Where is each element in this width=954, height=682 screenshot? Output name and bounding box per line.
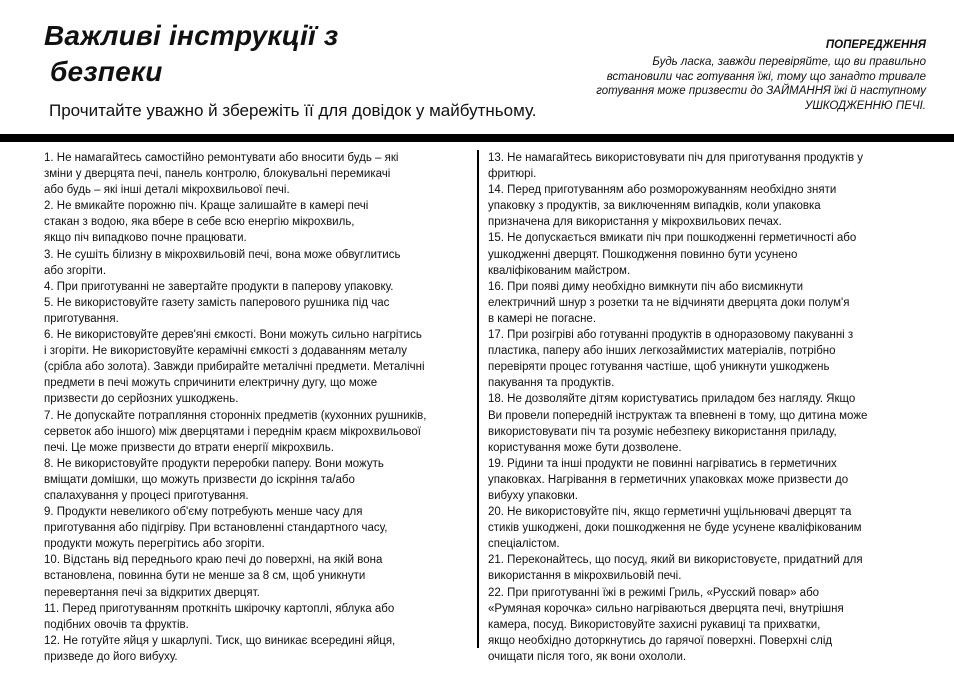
instruction-line: або будь – які інші деталі мікрохвильової печі. (44, 184, 290, 197)
instruction-item (44, 408, 470, 456)
instruction-line: «Румяная корочка» сильно нагріваються дверцята печі, внутрішня (488, 602, 844, 615)
instruction-line: подібних овочів та фруктів. (44, 618, 189, 631)
instruction-line: використовувати піч та розуміє небезпеку використання приладу, (488, 425, 837, 438)
instruction-item (44, 295, 470, 327)
instruction-item (488, 504, 916, 552)
instruction-line: фритюрі. (488, 168, 537, 181)
instruction-line: упаковках. Нагрівання в герметичних упаковках може призвести до (488, 473, 849, 486)
instruction-line: 19. Рідини та інші продукти не повинні нагріватись в герметичних (488, 457, 837, 470)
instruction-line: 16. При появі диму необхідно вимкнути піч або висмикнути (488, 280, 804, 293)
instruction-line: 12. Не готуйте яйця у шкарлупі. Тиск, що виникає всередині яйця, (44, 634, 396, 647)
instruction-item (488, 327, 916, 391)
instruction-line: (срібла або золота). Завжди прибирайте металічні предмети. Металічні (44, 361, 425, 374)
instruction-line: упаковку з продуктів, за виключенням випадків, коли упаковка (488, 200, 821, 213)
instruction-line: пластика, паперу або інших легкозаймистих матеріалів, потрібно (488, 345, 836, 358)
instruction-line: стакан з водою, яка вбере в себе всю енергію мікрохвиль, (44, 216, 355, 229)
instruction-line: якщо необхідно доторкнутись до гарячої поверхні. Поверхні слід (488, 634, 833, 647)
instruction-item (488, 279, 916, 327)
instruction-item (44, 504, 470, 552)
instruction-line: стиків ушкоджені, доки пошкодження не буде усунене кваліфікованим (488, 522, 862, 535)
instruction-line: 9. Продукти невеликого об'єму потребують менше часу для (44, 506, 363, 519)
instruction-line: пакування та продуктів. (488, 377, 615, 390)
instruction-line: зміни у дверцята печі, панель контролю, блокувальні перемикачі (44, 168, 391, 181)
instruction-line: 1. Не намагайтесь самостійно ремонтувати або вносити будь – які (44, 152, 399, 164)
instruction-line: камера, посуд. Використовуйте захисні рукавиці та прихватки, (488, 618, 821, 631)
instruction-item (488, 585, 916, 665)
instruction-line: використання в мікрохвильовій печі. (488, 570, 682, 583)
instruction-line: 2. Не вмикайте порожню піч. Краще залишайте в камері печі (44, 200, 369, 213)
instruction-line: приготування. (44, 312, 119, 325)
instruction-line: 18. Не дозволяйте дітям користуватись приладом без нагляду. Якщо (488, 393, 856, 406)
warning-line: готування може призвести до ЗАЙМАННЯ їжі й наступному (596, 85, 926, 98)
instruction-line: в камері не погасне. (488, 312, 597, 325)
instruction-line: кваліфікованим майстром. (488, 264, 631, 277)
instruction-line: 17. При розігріві або готуванні продуктів в одноразовому пакуванні з (488, 329, 854, 342)
instruction-line: очищати після того, як вони охололи. (488, 650, 687, 663)
warning-line: Будь ласка, завжди перевіряйте, що ви правильно (652, 56, 926, 68)
instruction-line: серветок або іншого) між дверцятами і переднім краєм мікрохвильової (44, 425, 421, 438)
column-divider (477, 150, 479, 648)
instruction-item (44, 198, 470, 246)
instruction-item (44, 552, 470, 600)
instruction-line: спеціалістом. (488, 538, 560, 551)
instruction-line: 14. Перед приготуванням або розморожуванням необхідно зняти (488, 184, 837, 197)
instruction-line: приготування або підігріву. При встановленні стандартного часу, (44, 522, 388, 535)
instruction-line: 3. Не сушіть білизну в мікрохвильовій печі, вона може обвуглитись (44, 248, 401, 261)
instruction-line: електричний шнур з розетки та не відчиняти дверцята доки полум'я (488, 296, 850, 309)
instruction-item (44, 279, 470, 295)
instruction-line: користування може бути дозволене. (488, 441, 682, 454)
warning-line: встановили час готування їжі, тому що занадто тривале (606, 70, 926, 83)
instruction-item (44, 247, 470, 279)
instruction-item (488, 230, 916, 278)
instruction-item (44, 601, 470, 633)
instruction-item (44, 150, 470, 198)
instruction-line: перевіряти процес готування частіше, щоб уникнути ушкоджень (488, 361, 830, 374)
instruction-item (488, 391, 916, 455)
instruction-line: 5. Не використовуйте газету замість паперового рушника під час (44, 296, 390, 309)
instruction-line: ушкодженні дверцят. Пошкодження повинно бути усунено (488, 248, 798, 261)
warning-box (546, 38, 926, 113)
warning-title: ПОПЕРЕДЖЕННЯ (825, 39, 926, 51)
instruction-line: призвести до серйозних ушкоджень. (44, 393, 239, 406)
instruction-line: Ви провели попередній інструктаж та впевнені в тому, що дитина може (488, 409, 868, 422)
instruction-line: встановлена, повинна бути не менше за 8 см, щоб уникнути (44, 570, 366, 583)
page-title-line-1: Важливі інструкції з (44, 20, 339, 51)
warning-line: УШКОДЖЕННЮ ПЕЧІ. (804, 99, 926, 112)
instruction-line: 11. Перед приготуванням проткніть шкірочку картоплі, яблука або (44, 602, 395, 615)
instruction-line: призначена для використання у мікрохвильових печах. (488, 216, 782, 229)
instruction-line: 10. Відстань від переднього краю печі до поверхні, на якій вона (44, 554, 383, 567)
page-title (44, 18, 514, 90)
instruction-line: 6. Не використовуйте дерев'яні ємкості. Вони можуть сильно нагрітись (44, 329, 422, 342)
instruction-item (488, 456, 916, 504)
right-instructions-column (488, 150, 916, 665)
instruction-line: 8. Не використовуйте продукти переробки паперу. Вони можуть (44, 457, 384, 470)
instruction-line: призведе до його вибуху. (44, 650, 178, 663)
instruction-line: вміщати домішки, що можуть призвести до іскріння та/або (44, 473, 355, 486)
instruction-line: 4. При приготуванні не завертайте продукти в паперову упаковку. (44, 280, 394, 293)
instruction-item (44, 633, 470, 665)
left-instructions-column (44, 150, 470, 665)
warning-text (546, 55, 926, 113)
page-title-line-2: безпеки (50, 56, 163, 87)
instruction-line: продукти можуть перегрітись або згоріти. (44, 538, 265, 551)
instruction-line: 15. Не допускається вмикати піч при пошкодженні герметичності або (488, 232, 857, 245)
instruction-item (44, 327, 470, 407)
instruction-item (488, 182, 916, 230)
page-subtitle: Прочитайте уважно й збережіть її для довідок у майбутньому. (49, 101, 537, 120)
instruction-item (44, 456, 470, 504)
instruction-line: перевертання печі за відкритих дверцят. (44, 586, 260, 599)
instruction-line: 20. Не використовуйте піч, якщо герметичні ущільнювачі дверцят та (488, 506, 852, 519)
instruction-line: 7. Не допускайте потрапляння сторонніх предметів (кухонних рушників, (44, 409, 427, 422)
instruction-line: спалахування у процесі приготування. (44, 489, 249, 502)
header-divider-band (0, 134, 954, 142)
instruction-line: 21. Переконайтесь, що посуд, який ви використовуєте, придатний для (488, 554, 863, 567)
instruction-item (488, 150, 916, 182)
instruction-line: вибуху упаковки. (488, 489, 579, 502)
instruction-line: 13. Не намагайтесь використовувати піч для приготування продуктів у (488, 152, 864, 164)
instruction-item (488, 552, 916, 584)
instruction-line: печі. Це може призвести до втрати енергії мікрохвиль. (44, 441, 334, 454)
instruction-line: 22. При приготуванні їжі в режимі Гриль, «Русский повар» або (488, 586, 820, 599)
instruction-line: або згоріти. (44, 264, 107, 277)
instruction-line: якщо піч випадково почне працювати. (44, 232, 247, 245)
instruction-line: і згоріти. Не використовуйте керамічні ємкості з додаванням металу (44, 345, 407, 358)
instruction-line: предмети в печі можуть спричинити електричну дугу, що може (44, 377, 378, 390)
